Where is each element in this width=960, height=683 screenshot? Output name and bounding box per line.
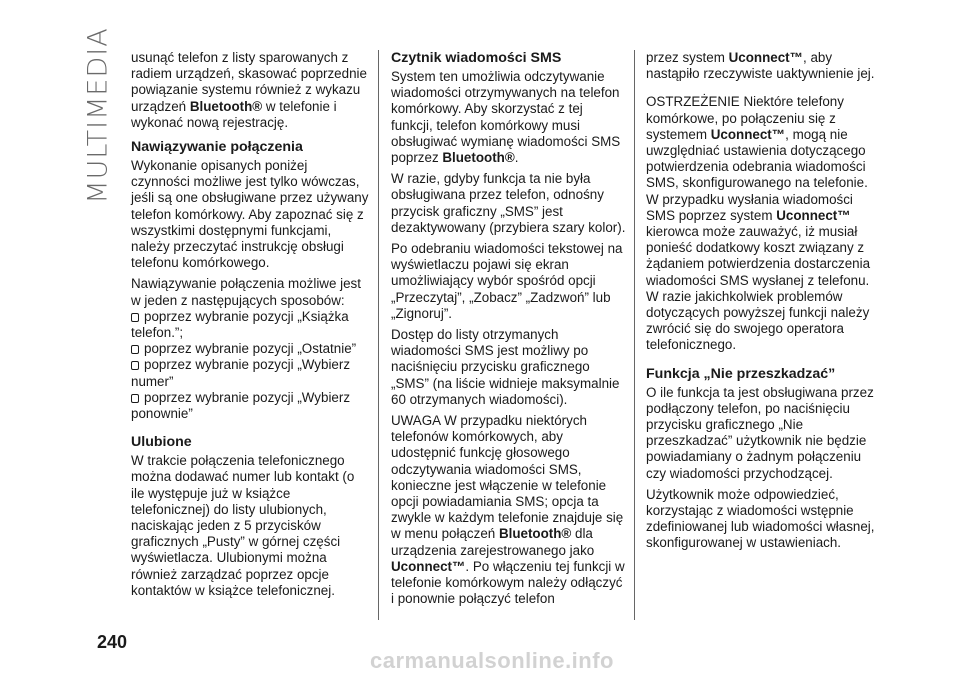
brand-bluetooth: Bluetooth® — [189, 98, 263, 114]
page-number: 240 — [97, 632, 128, 652]
bullet-icon — [131, 394, 139, 403]
brand-uconnect: Uconnect™ — [728, 50, 803, 65]
paragraph — [646, 94, 884, 353]
column-2 — [391, 50, 627, 613]
paragraph — [391, 69, 627, 166]
bullet-icon — [131, 361, 139, 370]
text: dla urządzenia zarejestrowanego jako — [391, 526, 595, 558]
paragraph — [391, 413, 627, 607]
heading-pairing: Nawiązywanie połączenia — [131, 139, 303, 156]
text: , aby nastąpiło rzeczywiste uaktywnienie jej. — [646, 50, 875, 82]
paragraph: Użytkownik może odpowiedzieć, korzystając z wiadomości wstępnie zdefiniowanej lub wiadomości własnej, skonfigurowanej w ustawieniach. — [646, 486, 875, 551]
text: UWAGA W przypadku niektórych telefonów komórkowych, aby udostępnić funkcję głosowego odczytywania wiadomości SMS, konieczne jest włączenie w telefonie opcji powiadamiania SMS; opcja ta zwykle w każdym telefonie znajduje się w menu połączeń — [391, 413, 624, 542]
paragraph — [131, 50, 369, 131]
brand-bluetooth: Bluetooth® — [442, 150, 515, 166]
text: kierowca może zauważyć, iż musiał ponieść dodatkowy koszt związany z żądaniem potwierdzenia dostarczenia wiadomości SMS wysłanej z telefonu. W razie jakichkolwiek problemów dotyczących powyższej funkcji należy zwrócić się do swojego operatora telefonicznego. — [646, 224, 871, 353]
paragraph: O ile funkcja ta jest obsługiwana przez podłączony telefon, po naciśnięciu przycisku graficznego „Nie przeszkadzać” użytkownik nie będzie powiadamiany o żadnym połączeniu czy wiadomości przychodzącej. — [646, 384, 874, 481]
heading-favorites: Ulubione — [131, 434, 192, 451]
list-item-text: poprzez wybranie pozycji „Książka telefon.”; — [131, 308, 349, 341]
text: System ten umożliwia odczytywanie wiadomości otrzymywanych na telefon komórkowy. Aby skorzystać z tej funkcji, telefon komórkowy musi obsługiwać wymianę wiadomości SMS poprzez — [391, 69, 621, 166]
bullet-icon — [131, 313, 139, 322]
list-item-text: poprzez wybranie pozycji „Wybierz ponownie” — [131, 389, 351, 422]
paragraph: Po odebraniu wiadomości tekstowej na wyświetlaczu pojawi się ekran umożliwiający wybór spośród opcji „Przeczytaj”, „Zobacz” „Zadzwoń” lub „Zignoruj”. — [391, 241, 623, 321]
bullet-icon — [131, 345, 139, 354]
paragraph: W razie, gdyby funkcja ta nie była obsługiwana przez telefon, odnośny przycisk graficzny „SMS” jest dezaktywowany (przybiera szary kolor). — [391, 171, 626, 235]
section-title — [80, 26, 116, 204]
text: usunąć telefon z listy sparowanych z radiem urządzeń, skasować poprzednie powiązanie systemu również z wykazu urządzeń — [131, 50, 367, 114]
list-item-text: poprzez wybranie pozycji „Ostatnie” — [144, 341, 357, 357]
list-item-text: poprzez wybranie pozycji „Wybierz numer” — [131, 357, 351, 389]
list-item — [131, 309, 369, 341]
paragraph: Wykonanie opisanych poniżej czynności możliwe jest tylko wówczas, jeśli są one obsługiwane przez używany telefon komórkowy. Aby zapoznać się z wszystkimi dostępnymi funkcjami, należy przeczytać instrukcję obsługi telefonu komórkowego. — [131, 158, 369, 271]
column-divider — [634, 50, 635, 620]
text: w telefonie i wykonać nową rejestrację. — [131, 98, 337, 130]
brand-uconnect: Uconnect™ — [710, 126, 786, 142]
column-divider — [378, 50, 379, 620]
text: przez system — [646, 50, 729, 65]
brand-uconnect: Uconnect™ — [391, 558, 466, 574]
text: OSTRZEŻENIE Niektóre telefony komórkowe, po połączeniu się z systemem — [646, 94, 844, 142]
paragraph: W trakcie połączenia telefonicznego można dodawać numer lub kontakt (o ile występuje już w książce telefonicznej) do listy ulubionych, naciskając jeden z 5 przycisków graficznych „Pusty” w górnej części wyświetlacza. Ulubionymi można również zarządzać poprzez opcje kontaktów w książce telefonicznej. — [131, 453, 355, 598]
heading-do-not-disturb: Funkcja „Nie przeszkadzać” — [646, 365, 836, 382]
paragraph: Dostęp do listy otrzymanych wiadomości SMS jest możliwy po naciśnięciu przycisku graficznego „SMS” (na liście widnieje maksymalnie 60 otrzymanych wiadomości). — [391, 327, 620, 407]
column-1 — [131, 50, 369, 604]
list-item — [131, 390, 369, 422]
text: . Po włączeniu tej funkcji w telefonie komórkowym należy odłączyć i ponownie połączyć telefon — [391, 558, 625, 607]
section-title-text: MULTIMEDIA — [82, 26, 114, 204]
brand-uconnect: Uconnect™ — [776, 207, 851, 223]
list-item — [131, 357, 369, 389]
column-3 — [646, 50, 884, 557]
brand-bluetooth: Bluetooth® — [498, 526, 572, 542]
text: , mogą nie uwzględniać ustawienia dotyczącego potwierdzenia odebrania wiadomości SMS, skonfigurowanego na telefonie. W przypadku wysłania wiadomości SMS poprzez system — [646, 126, 868, 223]
paragraph — [646, 50, 884, 82]
watermark: carmanualsonline.info — [370, 648, 614, 673]
paragraph: Nawiązywanie połączenia możliwe jest w jeden z następujących sposobów: — [131, 276, 361, 308]
list-item — [131, 341, 369, 357]
heading-sms-reader: Czytnik wiadomości SMS — [391, 50, 562, 66]
text: . — [514, 150, 519, 166]
